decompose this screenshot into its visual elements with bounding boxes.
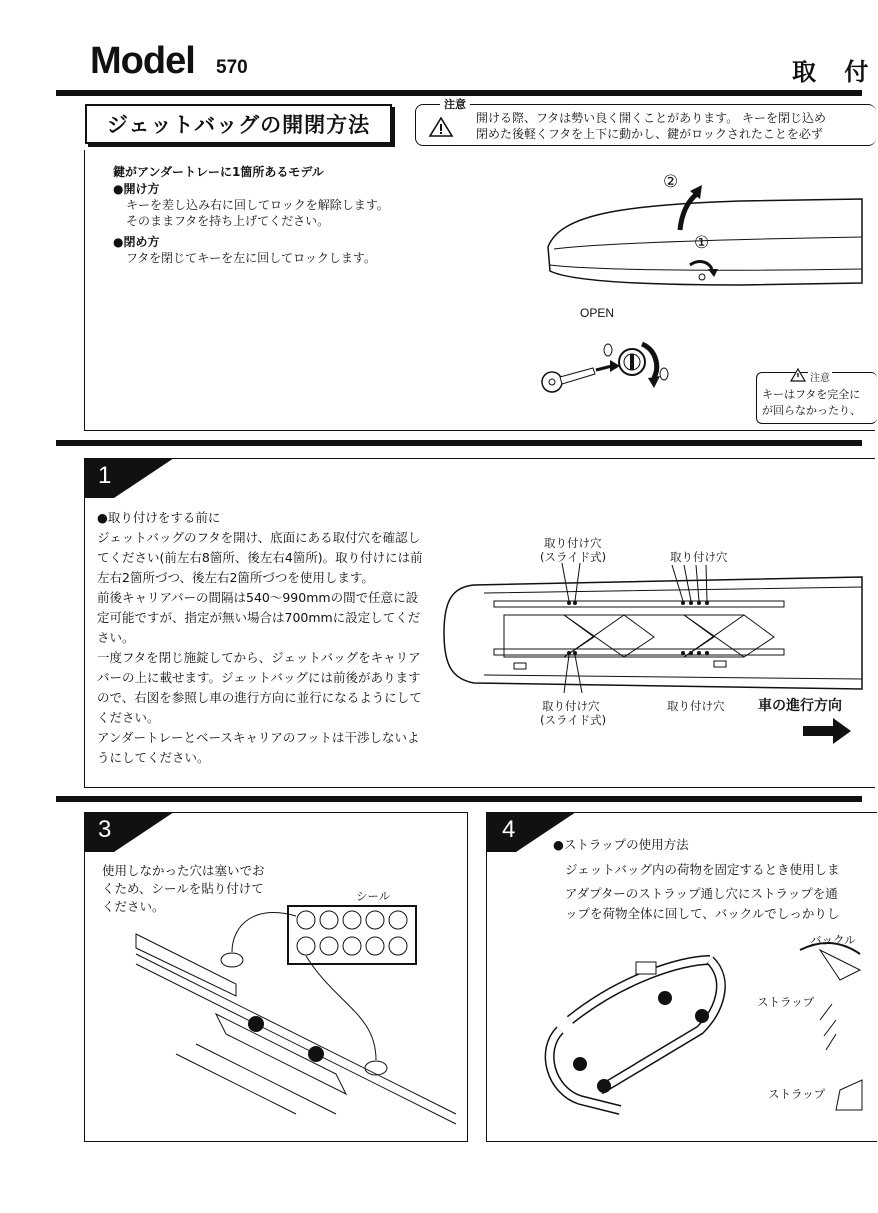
step-3-text-3: ください。	[102, 899, 165, 914]
section-rule	[56, 796, 862, 802]
step-1-body	[97, 528, 427, 768]
hole-label-bottom-left-sub: (スライド式)	[540, 713, 607, 727]
hole-label-bottom-right: 取り付け穴	[667, 699, 725, 713]
hole-label-top-left: 取り付け穴	[544, 536, 602, 550]
seal-label: シール	[356, 889, 391, 903]
buckle-label: バックル	[810, 933, 856, 947]
warning-icon	[428, 116, 454, 138]
step-1-paragraph-2: 前後キャリアバーの間隔は540～990mmの間で任意に設定可能ですが、指定が無い場合は700mmに設定してください。	[97, 590, 421, 645]
step-1-paragraph-3: 一度フタを閉じ施錠してから、ジェットバッグをキャリアバーの上に載せます。ジェットバッグには前後がありますので、右図を参照し車の進行方向に並行になるようにしてください。	[97, 650, 422, 725]
section-rule	[56, 440, 862, 446]
underside-illustration	[444, 575, 862, 693]
key-lock-illustration	[538, 322, 678, 402]
step-4-text-2: アダプターのストラップ通し穴にストラップを通	[565, 886, 838, 901]
hole-label-top-right: 取り付け穴	[670, 550, 728, 564]
open-label: OPEN	[580, 306, 615, 320]
close-text-1: フタを閉じてキーを左に回してロックします。	[126, 251, 376, 265]
model-number: 570	[216, 57, 248, 78]
caution-text-2: 閉めた後軽くフタを上下に動かし、鍵がロックされたことを必ず	[476, 127, 823, 141]
mini-caution-label: 注意	[808, 369, 832, 384]
mini-caution-text-1: キーはフタを完全に	[762, 388, 861, 401]
strap-label-1: ストラップ	[757, 995, 815, 1009]
open-text-1: キーを差し込み右に回してロックを解除します。	[126, 198, 389, 212]
caution-label: 注意	[440, 96, 470, 112]
step-3-text-1: 使用しなかった穴は塞いでお	[102, 863, 265, 878]
strap-illustration	[540, 940, 862, 1130]
hole-label-bottom-left: 取り付け穴	[542, 699, 600, 713]
step-4-heading: ●ストラップの使用方法	[553, 837, 689, 852]
step-1-number: 1	[98, 462, 112, 489]
step-2-marker: ②	[663, 172, 679, 192]
open-title: ●開け方	[113, 182, 160, 196]
hole-label-top-left-sub: (スライド式)	[540, 550, 607, 564]
direction-label: 車の進行方向	[758, 698, 842, 714]
step-4-number: 4	[502, 816, 516, 843]
step-1-paragraph-1: ジェットバッグのフタを開け、底面にある取付穴を確認してください(前左右8箇所、後左右4箇所)。取り付けには前左右2箇所づつ、後左右2箇所づつを使用します。	[97, 530, 423, 585]
step-4-text-3: ップを荷物全体に回して、バックルでしっかりし	[565, 906, 840, 921]
step-4-text-1: ジェットバッグ内の荷物を固定するとき使用しま	[565, 862, 840, 877]
warning-icon	[790, 368, 806, 382]
open-close-heading: 鍵がアンダートレーに1箇所あるモデル	[113, 165, 324, 179]
mini-caution-text-2: が回らなかったり、	[762, 404, 861, 417]
step-3-text-2: くため、シールを貼り付けて	[102, 881, 264, 896]
step-1-heading: ●取り付けをする前に	[97, 510, 221, 525]
page-heading: 取 付	[792, 58, 878, 86]
open-text-2: そのままフタを持ち上げてください。	[126, 214, 330, 228]
step-1-marker: ①	[694, 233, 710, 253]
seal-illustration	[136, 904, 456, 1134]
arrow-right-icon	[803, 718, 851, 744]
caution-text-1: 開ける際、フタは勢い良く開くことがあります。 キーを閉じ込め	[476, 111, 827, 125]
close-title: ●閉め方	[113, 235, 160, 249]
step-1-paragraph-4: アンダートレーとベースキャリアのフットは干渉しないようにしてください。	[97, 730, 420, 765]
step-3-number: 3	[98, 816, 112, 843]
section-title: ジェットバッグの開閉方法	[85, 104, 392, 144]
model-title: Model	[90, 40, 195, 82]
strap-label-2: ストラップ	[768, 1087, 826, 1101]
